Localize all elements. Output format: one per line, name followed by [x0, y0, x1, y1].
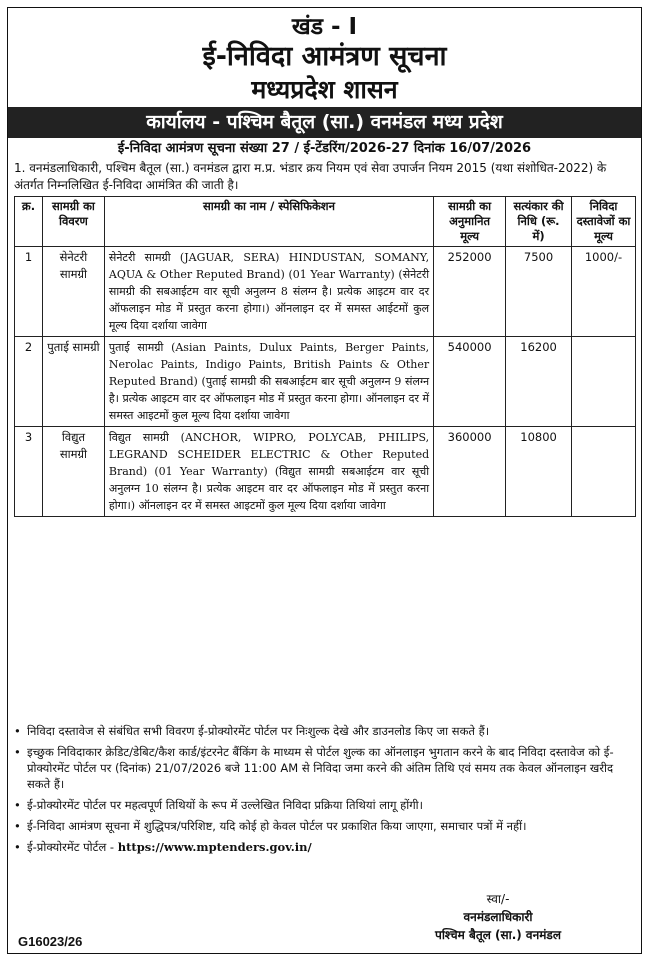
tender-table [14, 196, 636, 517]
signature-block [435, 890, 561, 944]
instruction-text: ई-प्रोक्योरमेंट पोर्टल पर महत्वपूर्ण तिथियों के रूप में उल्लेखित निविदा प्रक्रिया तिथियां लागू होंगी। [27, 798, 424, 812]
header-item: सामग्री का विवरण [42, 197, 104, 247]
government-name: मध्यप्रदेश शासन [251, 75, 398, 104]
header-emd: सत्यंकार की निधि (रू. में) [506, 197, 572, 247]
cell-sno: 2 [15, 337, 43, 427]
cell-fee [572, 337, 636, 427]
cell-item: पुताई सामग्री [42, 337, 104, 427]
section-heading: खंड - I [291, 14, 358, 40]
cell-cost: 360000 [434, 427, 506, 517]
header-spec: सामग्री का नाम / स्पेसिफिकेशन [104, 197, 433, 247]
portal-link[interactable]: https://www.mptenders.gov.in/ [117, 840, 312, 854]
signature-sd: स्वा/- [486, 892, 510, 906]
intro-paragraph: 1. वनमंडलाधिकारी, पश्चिम बैतूल (सा.) वनमंडल द्वारा म.प्र. भंडार क्रय नियम एवं सेवा उपार्जन नियम 2015 (यथा संशोधित-2022) के अंतर्गत निम्नलिखित ई-निविदा आमंत्रित की जाती है। [14, 161, 607, 192]
table-row [15, 247, 636, 337]
cell-spec: सेनेटरी सामग्री (JAGUAR, SERA) HINDUSTAN, SOMANY, AQUA & Other Reputed Brand) (01 Year Warranty) (सेनेटरी सामग्री की सबआईटम वार सूची अनुलग्न 8 संलग्न है। प्रत्येक आइटम वार दर ऑफलाइन मोड में प्रस्तुत करना होगा।) ऑनलाइन दर में समस्त आईटमों कुल मूल्य दिया दर्शाया जावेगा [104, 247, 433, 337]
instruction-text: इच्छुक निविदाकार क्रेडिट/डेबिट/कैश कार्ड/इंटरनेट बैंकिंग के माध्यम से पोर्टल शुल्क का ऑनलाइन भुगतान करने के बाद निविदा दस्तावेज को ई-प्रोक्योरमेंट पोर्टल पर (दिनांक) 21/07/2026 बजे 11:00 AM से निविदा जमा करने की अंतिम तिथि एवं समय तक केवल ऑनलाइन खरीद सकते हैं। [27, 745, 614, 791]
cell-item: विद्युत सामग्री [42, 427, 104, 517]
notice-title: ई-निविदा आमंत्रण सूचना [202, 41, 447, 72]
cell-spec: विद्युत सामग्री (ANCHOR, WIPRO, POLYCAB, PHILIPS, LEGRAND SCHEIDER ELECTRIC & Other Reputed Brand) (01 Year Warranty) (विद्युत सामग्री सबआईटम वार सूची अनुलग्न 10 संलग्न है। प्रत्येक आइटम वार दर ऑफलाइन मोड में प्रस्तुत करना होगा।) ऑनलाइन दर में समस्त आइटमों कुल मूल्य दिया दर्शाया जावेगा [104, 427, 433, 517]
release-code: G16023/26 [18, 934, 83, 949]
table-row [15, 337, 636, 427]
cell-sno: 3 [15, 427, 43, 517]
bullet-icon: • [14, 724, 21, 738]
bullet-icon: • [14, 798, 21, 812]
cell-item: सेनेटरी सामग्री [42, 247, 104, 337]
cell-emd: 16200 [506, 337, 572, 427]
signature-designation: वनमंडलाधिकारी [463, 910, 533, 924]
cell-cost: 540000 [434, 337, 506, 427]
office-banner: कार्यालय - पश्चिम बैतूल (सा.) वनमंडल मध्य प्रदेश [8, 107, 641, 138]
cell-fee: 1000/- [572, 247, 636, 337]
list-item [14, 839, 636, 855]
list-item [14, 818, 636, 834]
table-header-row [15, 197, 636, 247]
bullet-icon: • [14, 840, 21, 854]
list-item [14, 797, 636, 813]
list-item [14, 744, 636, 792]
notice-reference: ई-निविदा आमंत्रण सूचना संख्या 27 / ई-टेंडरिंग/2026-27 दिनांक 16/07/2026 [117, 141, 532, 156]
bullet-icon: • [14, 819, 21, 833]
cell-sno: 1 [15, 247, 43, 337]
header-fee: निविदा दस्तावेजों का मूल्य [572, 197, 636, 247]
cell-emd: 10800 [506, 427, 572, 517]
cell-fee [572, 427, 636, 517]
list-item [14, 723, 636, 739]
instruction-text: ई-निविदा आमंत्रण सूचना में शुद्धिपत्र/परिशिष्ट, यदि कोई हो केवल पोर्टल पर प्रकाशित किया जाएगा, समाचार पत्रों में नहीं। [27, 819, 527, 833]
header-sno: क्र. [15, 197, 43, 247]
bullet-icon: • [14, 745, 21, 759]
tender-notice [7, 7, 642, 954]
table-row [15, 427, 636, 517]
cell-cost: 252000 [434, 247, 506, 337]
portal-label: ई-प्रोक्योरमेंट पोर्टल - [27, 840, 115, 854]
header-cost: सामग्री का अनुमानित मूल्य [434, 197, 506, 247]
cell-emd: 7500 [506, 247, 572, 337]
cell-spec: पुताई सामग्री (Asian Paints, Dulux Paints, Berger Paints, Nerolac Paints, Indigo Paints, British Paints & Other Reputed Brand) (पुताई सामग्री की सबआईटम बार सूची अनुलग्न 9 संलग्न है। प्रत्येक आइटम वार दर ऑफलाइन मोड में प्रस्तुत करना होगा। ऑनलाइन दर में समस्त आइटमों कुल मूल्य दिया दर्शाया जावेगा [104, 337, 433, 427]
signature-office: पश्चिम बैतूल (सा.) वनमंडल [435, 928, 561, 942]
instruction-text: निविदा दस्तावेज से संबंधित सभी विवरण ई-प्रोक्योरमेंट पोर्टल पर निःशुल्क देखे और डाउनलोड किए जा सकते हैं। [27, 724, 490, 738]
instructions-list [14, 723, 636, 860]
